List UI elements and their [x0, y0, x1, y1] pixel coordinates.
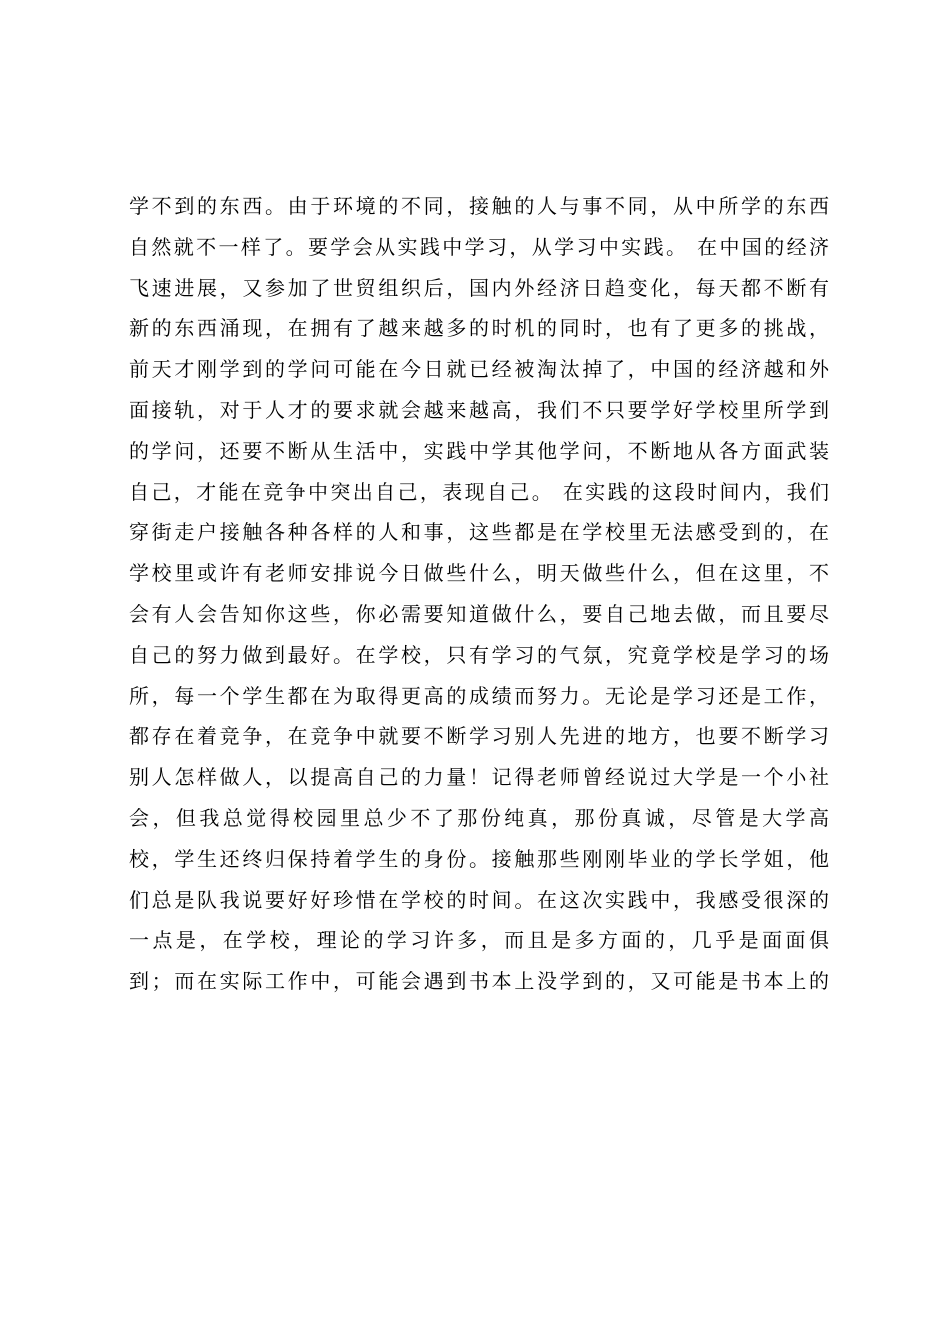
- text-line-3: 飞速进展，又参加了世贸组织后，国内外经济日趋变化，每天都不断有: [129, 275, 829, 300]
- text-line-7: 的学问，还要不断从生活中，实践中学其他学问，不断地从各方面武装: [129, 438, 829, 463]
- text-line-18: 们总是队我说要好好珍惜在学校的时间。在这次实践中，我感受很深的: [129, 887, 829, 912]
- text-line-4: 新的东西涌现，在拥有了越来越多的时机的同时，也有了更多的挑战，: [129, 316, 829, 341]
- text-line-13: 所，每一个学生都在为取得更高的成绩而努力。无论是学习还是工作，: [129, 683, 829, 708]
- text-line-5: 前天才刚学到的学问可能在今日就已经被淘汰掉了，中国的经济越和外: [129, 357, 829, 382]
- text-line-12: 自己的努力做到最好。在学校，只有学习的气氛，究竟学校是学习的场: [129, 642, 829, 667]
- document-body-text: [129, 186, 829, 1002]
- text-line-6: 面接轨，对于人才的要求就会越来越高，我们不只要学好学校里所学到: [129, 397, 829, 422]
- text-line-19: 一点是，在学校，理论的学习许多，而且是多方面的，几乎是面面俱: [129, 928, 829, 953]
- text-line-8: 自己，才能在竞争中突出自己，表现自己。 在实践的这段时间内，我们: [129, 479, 829, 504]
- text-line-1: 学不到的东西。由于环境的不同，接触的人与事不同，从中所学的东西: [129, 194, 829, 218]
- text-line-17: 校，学生还终归保持着学生的身份。接触那些刚刚毕业的学长学姐，他: [129, 846, 829, 871]
- text-line-16: 会，但我总觉得校园里总少不了那份纯真，那份真诚，尽管是大学高: [129, 805, 829, 830]
- text-line-20: 到；而在实际工作中，可能会遇到书本上没学到的，又可能是书本上的: [129, 969, 829, 994]
- text-line-2: 自然就不一样了。要学会从实践中学习，从学习中实践。 在中国的经济: [129, 234, 829, 259]
- text-line-10: 学校里或许有老师安排说今日做些什么，明天做些什么，但在这里，不: [129, 561, 829, 586]
- text-line-15: 别人怎样做人，以提高自己的力量！记得老师曾经说过大学是一个小社: [129, 765, 829, 790]
- text-line-9: 穿街走户接触各种各样的人和事，这些都是在学校里无法感受到的，在: [129, 520, 829, 545]
- text-line-11: 会有人会告知你这些，你必需要知道做什么，要自己地去做，而且要尽: [129, 601, 829, 626]
- text-line-14: 都存在着竞争，在竞争中就要不断学习别人先进的地方，也要不断学习: [129, 724, 829, 749]
